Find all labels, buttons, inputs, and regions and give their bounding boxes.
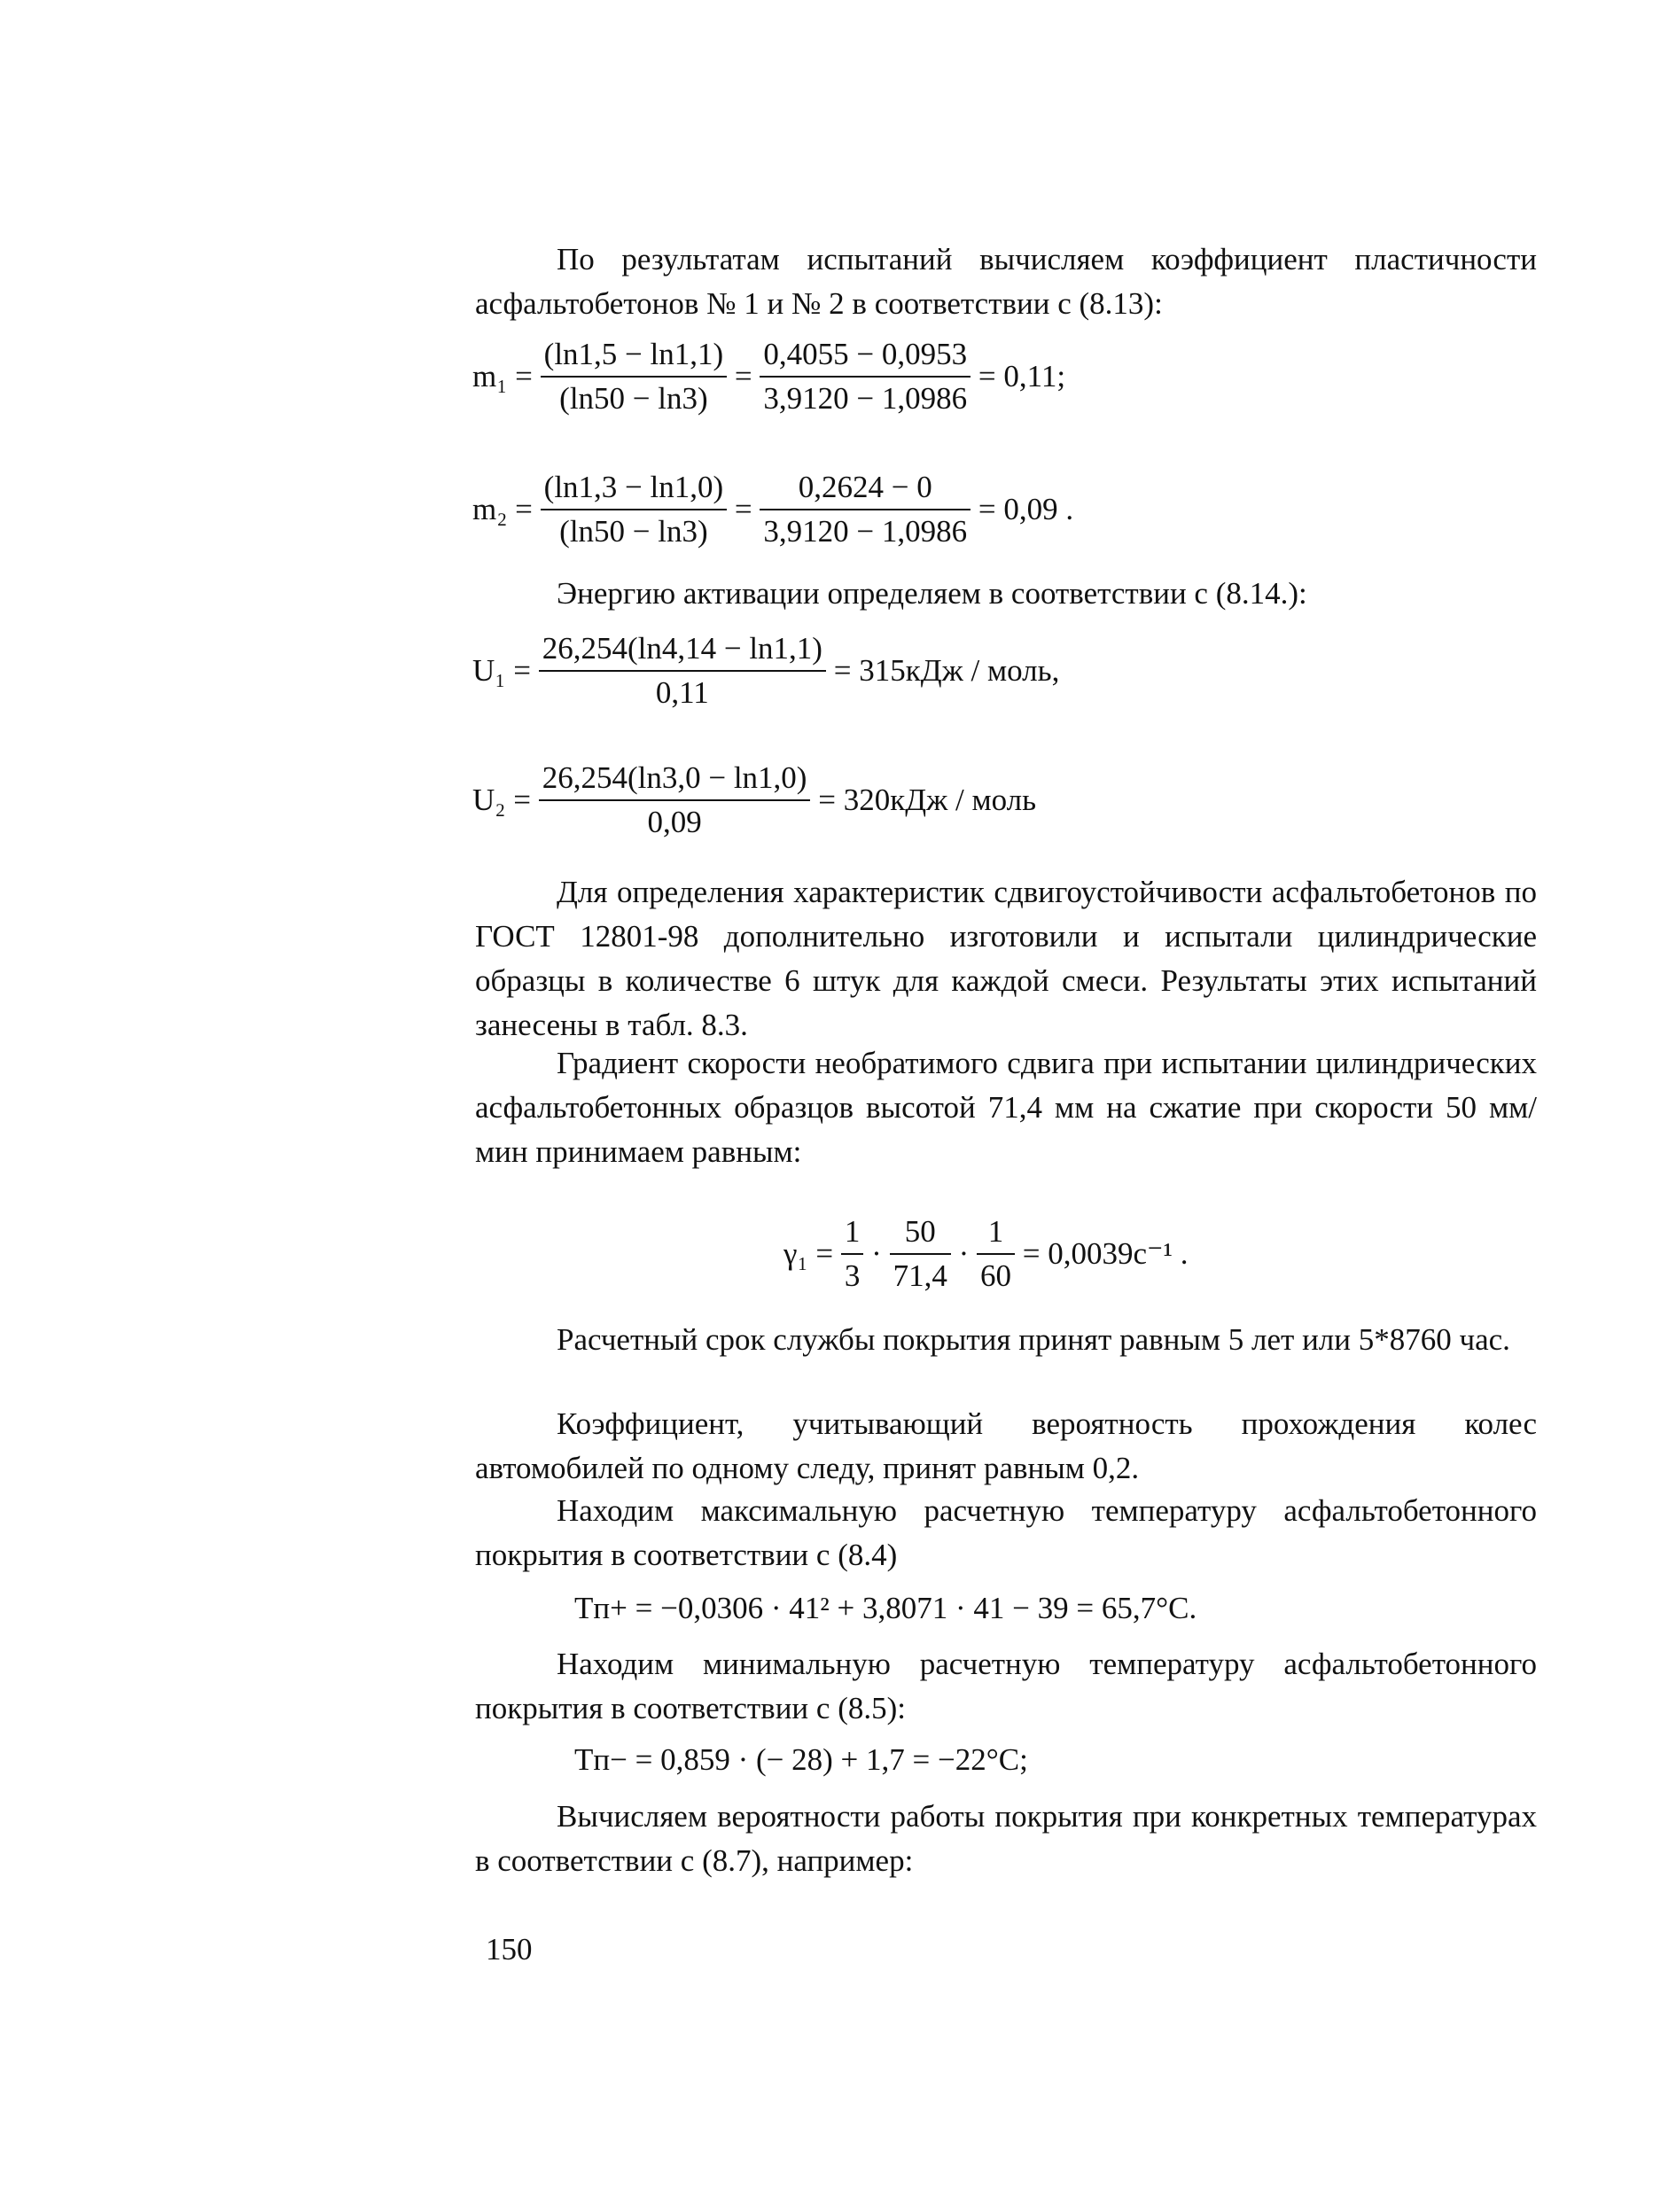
paragraph-wheel-coefficient: Коэффициент, учитывающий вероятность прохождения колес автомобилей по одному следу, принят равным 0,2. xyxy=(475,1406,1537,1485)
paragraph-min-temperature: Находим минимальную расчетную температуру асфальтобетонного покрытия в соответствии с (8.5): xyxy=(475,1647,1537,1725)
equation-gamma-denominator-2: 71,4 xyxy=(893,1258,947,1293)
equation-u1 xyxy=(472,631,1059,711)
equation-m2-result: = 0,09 . xyxy=(978,492,1074,526)
equation-m1-result: = 0,11; xyxy=(978,359,1066,393)
equation-m2-numerator-1: (ln1,3 − ln1,0) xyxy=(541,470,728,510)
equation-m2-fraction-1 xyxy=(541,470,728,549)
equation-m1-denominator-1: (ln50 − ln3) xyxy=(559,381,708,416)
page-number: 150 xyxy=(486,1932,533,1967)
equation-u2-result: = 320кДж / моль xyxy=(818,783,1037,817)
paragraph-velocity-gradient: Градиент скорости необратимого сдвига при испытании цилиндрических асфальтобетонных образцов высотой 71,4 мм на сжатие при скорости 50 мм/мин принимаем равным: xyxy=(475,1046,1537,1169)
equation-m2 xyxy=(472,470,1073,549)
equation-gamma-result: = 0,0039с⁻¹ . xyxy=(1022,1236,1189,1271)
equation-gamma xyxy=(783,1214,1188,1294)
paragraph-plasticity-intro: По результатам испытаний вычисляем коэффициент пластичности асфальтобетонов № 1 и № 2 в соответствии с (8.13): xyxy=(475,242,1537,321)
equation-gamma-fraction-3 xyxy=(977,1214,1015,1294)
equation-gamma-numerator-3: 1 xyxy=(977,1214,1015,1255)
equation-u2-lhs: U₂ = xyxy=(472,783,531,817)
equation-m2-numerator-2: 0,2624 − 0 xyxy=(760,470,971,510)
equation-t-min: Tп− = 0,859 · (− 28) + 1,7 = −22°С; xyxy=(574,1742,1028,1777)
equation-m1-equals: = xyxy=(734,359,752,393)
equation-gamma-denominator-1: 3 xyxy=(844,1258,861,1293)
equation-gamma-lhs: γ₁ = xyxy=(783,1236,834,1271)
equation-m2-denominator-2: 3,9120 − 1,0986 xyxy=(763,514,968,549)
equation-m1-fraction-2 xyxy=(760,337,971,417)
equation-m1-lhs: m₁ = xyxy=(472,359,533,393)
equation-m1-numerator-2: 0,4055 − 0,0953 xyxy=(760,337,971,378)
equation-m2-denominator-1: (ln50 − ln3) xyxy=(559,514,708,549)
equation-u1-fraction xyxy=(539,631,826,711)
equation-gamma-denominator-3: 60 xyxy=(979,1258,1011,1293)
equation-u2-denominator: 0,09 xyxy=(647,805,702,839)
equation-u1-result: = 315кДж / моль, xyxy=(833,653,1060,688)
equation-u1-denominator: 0,11 xyxy=(655,675,709,710)
paragraph-service-life: Расчетный срок службы покрытия принят равным 5 лет или 5*8760 час. xyxy=(557,1322,1510,1357)
equation-gamma-fraction-1 xyxy=(841,1214,864,1294)
paragraph-max-temperature: Находим максимальную расчетную температуру асфальтобетонного покрытия в соответствии с (8.4) xyxy=(475,1493,1537,1572)
paragraph-activation-energy: Энергию активации определяем в соответствии с (8.14.): xyxy=(557,576,1307,611)
equation-gamma-dot-2: · xyxy=(958,1236,970,1271)
equation-u2 xyxy=(472,760,1036,840)
equation-gamma-fraction-2 xyxy=(890,1214,951,1294)
equation-m2-fraction-2 xyxy=(760,470,971,549)
equation-gamma-numerator-1: 1 xyxy=(841,1214,864,1255)
equation-u2-numerator: 26,254(ln3,0 − ln1,0) xyxy=(539,760,811,801)
equation-m1-denominator-2: 3,9120 − 1,0986 xyxy=(763,381,968,416)
equation-gamma-numerator-2: 50 xyxy=(890,1214,951,1255)
equation-m2-equals: = xyxy=(734,492,752,526)
equation-m2-lhs: m₂ = xyxy=(472,492,533,526)
equation-u2-fraction xyxy=(539,760,811,840)
equation-gamma-dot-1: · xyxy=(871,1236,882,1271)
paragraph-probabilities: Вычисляем вероятности работы покрытия при конкретных температурах в соответствии с (8.7), например: xyxy=(475,1799,1537,1878)
equation-m1-fraction-1 xyxy=(541,337,728,417)
equation-m1 xyxy=(472,337,1065,417)
equation-m1-numerator-1: (ln1,5 − ln1,1) xyxy=(541,337,728,378)
equation-u1-numerator: 26,254(ln4,14 − ln1,1) xyxy=(539,631,826,672)
equation-t-max: Tп+ = −0,0306 · 41² + 3,8071 · 41 − 39 = 65,7°С. xyxy=(574,1591,1197,1625)
equation-u1-lhs: U₁ = xyxy=(472,653,531,688)
paragraph-shear-stability: Для определения характеристик сдвигоустойчивости асфальтобетонов по ГОСТ 12801-98 дополнительно изготовили и испытали цилиндрические образцы в количестве 6 штук для каждой смеси. Результаты этих испытаний занесены в табл. 8.3. xyxy=(475,875,1537,1042)
